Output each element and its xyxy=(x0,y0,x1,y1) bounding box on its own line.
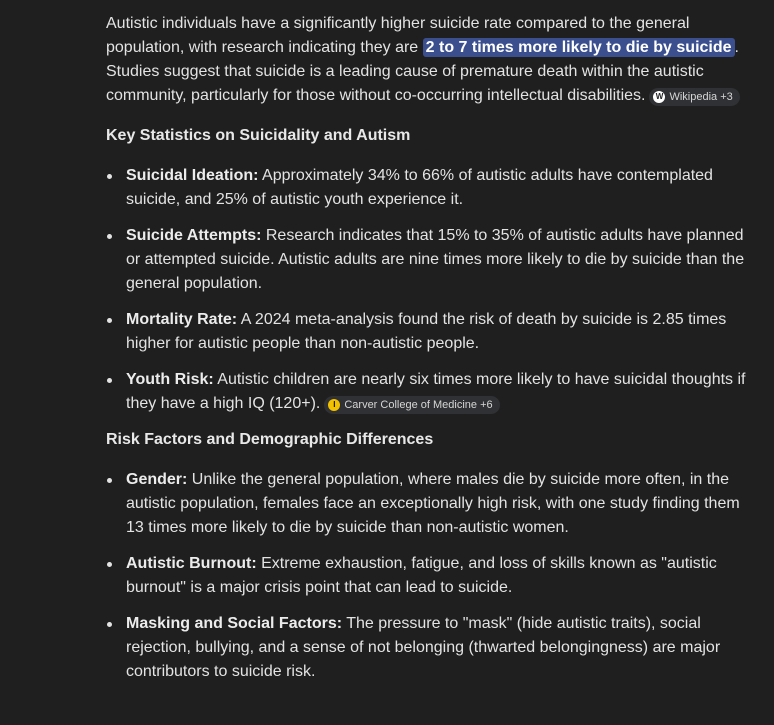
item-label: Suicide Attempts: xyxy=(126,227,262,244)
list-item xyxy=(106,164,756,212)
item-label: Gender: xyxy=(126,471,188,488)
list-item xyxy=(106,308,756,356)
risk-factors-list xyxy=(106,468,756,684)
section-heading-risk-factors: Risk Factors and Demographic Differences xyxy=(106,431,434,448)
item-label: Masking and Social Factors: xyxy=(126,615,343,632)
intro-text-before: Autistic individuals have a significantly higher suicide rate compared to the general population, with research indicating they are xyxy=(106,15,690,56)
item-text: Approximately 34% to 66% of autistic adults have contemplated suicide, and 25% of autistic youth experience it. xyxy=(126,167,713,208)
list-item xyxy=(106,552,756,600)
list-item xyxy=(106,468,756,540)
source-chip-carver[interactable] xyxy=(324,396,499,414)
item-label: Youth Risk: xyxy=(126,371,214,388)
ai-answer xyxy=(106,12,756,696)
section-heading-key-statistics: Key Statistics on Suicidality and Autism xyxy=(106,127,411,144)
wikipedia-icon: W xyxy=(653,91,665,103)
key-statistics-list xyxy=(106,164,756,416)
list-item xyxy=(106,224,756,296)
item-text: Extreme exhaustion, fatigue, and loss of skills known as "autistic burnout" is a major crisis point that can lead to suicide. xyxy=(126,555,717,596)
item-text: Unlike the general population, where males die by suicide more often, in the autistic population, females face an exceptionally high risk, with one study finding them 13 times more likely to die by suicide than non-autistic women. xyxy=(126,471,740,536)
source-chip-wikipedia[interactable] xyxy=(649,88,739,106)
item-label: Autistic Burnout: xyxy=(126,555,257,572)
item-text: The pressure to "mask" (hide autistic traits), social rejection, bullying, and a sense of not belonging (thwarted belongingness) are major contributors to suicide risk. xyxy=(126,615,721,680)
intro-paragraph xyxy=(106,12,756,108)
source-chip-label: Carver College of Medicine +6 xyxy=(344,399,493,411)
item-text: Autistic children are nearly six times more likely to have suicidal thoughts if they have a high IQ (120+). xyxy=(126,371,746,412)
intro-text-after: . Studies suggest that suicide is a leading cause of premature death within the autistic community, particularly for those without co-occurring intellectual disabilities. xyxy=(106,39,739,104)
item-label: Suicidal Ideation: xyxy=(126,167,259,184)
list-item xyxy=(106,368,756,416)
list-item xyxy=(106,612,756,684)
highlighted-fact: 2 to 7 times more likely to die by suicide xyxy=(423,38,735,57)
university-icon: I xyxy=(328,399,340,411)
item-label: Mortality Rate: xyxy=(126,311,238,328)
source-chip-label: Wikipedia +3 xyxy=(669,91,733,103)
item-text: A 2024 meta-analysis found the risk of death by suicide is 2.85 times higher for autistic people than non-autistic people. xyxy=(126,311,727,352)
item-text: Research indicates that 15% to 35% of autistic adults have planned or attempted suicide. Autistic adults are nine times more likely to die by suicide than the general population. xyxy=(126,227,745,292)
